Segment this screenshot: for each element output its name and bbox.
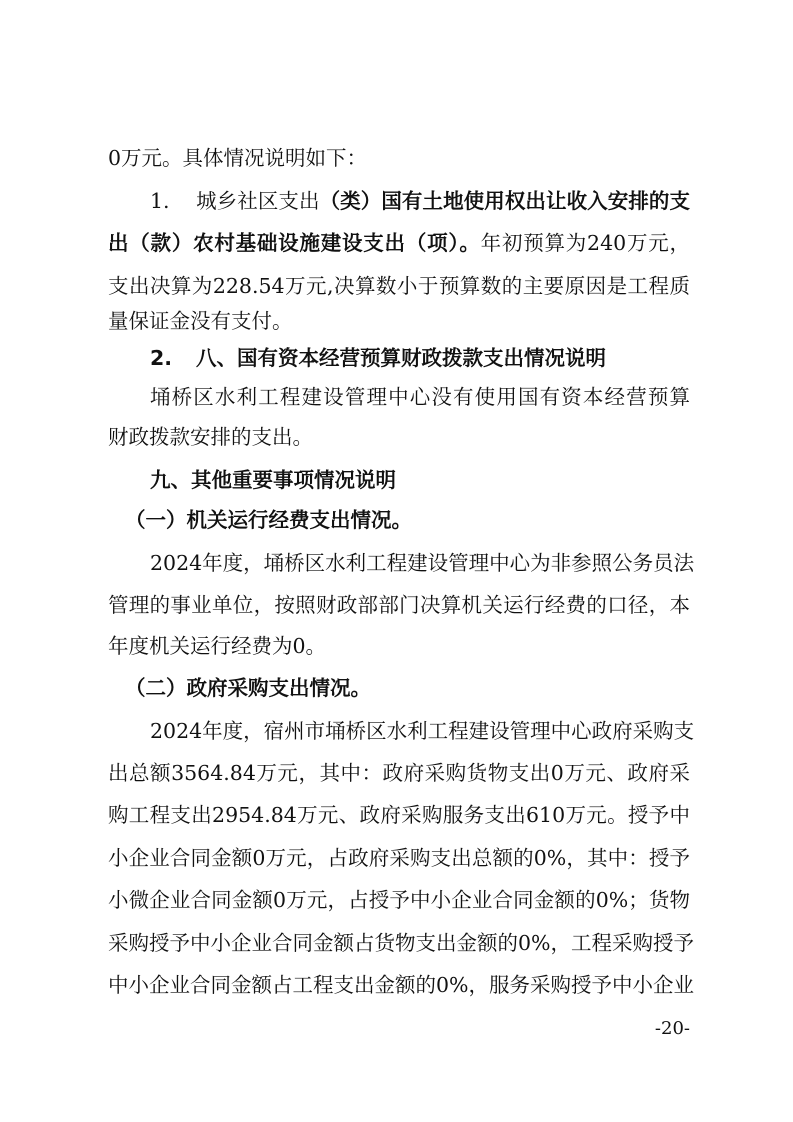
text-line: 年度机关运行经费为0。: [108, 634, 327, 658]
bold-segment: （类）国有土地使用权出让收入安排的支: [319, 189, 691, 213]
text-line: 财政拨款安排的支出。: [108, 425, 313, 449]
subsection-heading-1: （一）机关运行经费支出情况。: [125, 508, 412, 532]
list-number: 2.: [150, 346, 173, 370]
text-line: 出总额3564.84万元，其中：政府采购货物支出0万元、政府采: [108, 761, 690, 785]
bold-segment: 出（款）农村基础设施建设支出（项）。: [108, 231, 481, 255]
text-line: [108, 228, 690, 258]
page-number: -20-: [654, 1018, 690, 1039]
text-line: 2024年度，埇桥区水利工程建设管理中心为非参照公务员法: [150, 551, 695, 575]
text-line: 0万元。具体情况说明如下：: [108, 146, 368, 170]
list-number: 1.: [150, 189, 170, 213]
section-heading-9: 九、其他重要事项情况说明: [150, 468, 396, 492]
text-segment: 城乡社区支出: [196, 189, 320, 213]
text-line: 埇桥区水利工程建设管理中心没有使用国有资本经营预算: [150, 385, 690, 409]
text-line: 支出决算为228.54万元,决算数小于预算数的主要原因是工程质: [108, 274, 690, 298]
text-segment: 年初预算为240万元，: [480, 231, 690, 255]
text-line: 管理的事业单位，按照财政部部门决算机关运行经费的口径，本: [108, 593, 690, 617]
list-item-1-line: [150, 186, 690, 216]
heading-text: 八、国有资本经营预算财政拨款支出情况说明: [196, 346, 606, 370]
text-line: 购工程支出2954.84万元、政府采购服务支出610万元。授予中: [108, 803, 690, 827]
section-heading-2: [150, 343, 690, 373]
text-line: 小微企业合同金额0万元，占授予中小企业合同金额的0%；货物: [108, 888, 690, 912]
subsection-heading-2: （二）政府采购支出情况。: [125, 676, 371, 700]
text-line: 小企业合同金额0万元，占政府采购支出总额的0%，其中：授予: [108, 846, 690, 870]
text-line: 中小企业合同金额占工程支出金额的0%，服务采购授予中小企业: [108, 973, 695, 997]
text-line: 2024年度，宿州市埇桥区水利工程建设管理中心政府采购支: [150, 719, 695, 743]
text-line: 量保证金没有支付。: [108, 309, 293, 333]
text-line: 采购授予中小企业合同金额占货物支出金额的0%，工程采购授予: [108, 931, 695, 955]
